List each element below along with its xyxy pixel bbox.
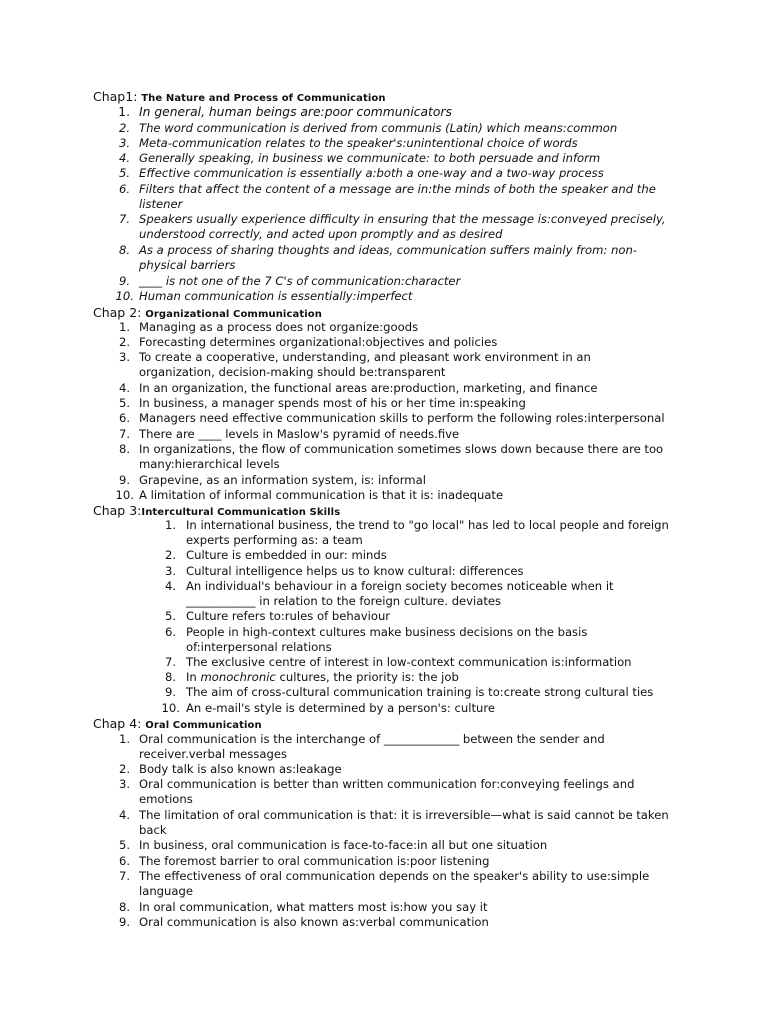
item-number: 2. — [118, 762, 130, 776]
item-text: Oral communication is also known as:verbal communication — [139, 915, 489, 929]
chapter-label: Chap1: — [93, 89, 138, 104]
item-number: 3. — [118, 136, 130, 150]
item-text-pre: In — [186, 670, 201, 684]
chapter-label: Chap 4: — [93, 716, 142, 731]
item-text: In general, human beings are:poor communicators — [139, 105, 452, 119]
chapter-label: Chap 3: — [93, 503, 142, 518]
item-number: 3. — [164, 564, 176, 578]
item-text: Managers need effective communication skills to perform the following roles:interpersonal — [139, 411, 665, 425]
item-number: 4. — [164, 579, 176, 593]
item-text: The aim of cross-cultural communication training is to:create strong cultural ties — [186, 685, 654, 699]
item-text: The effectiveness of oral communication depends on the speaker's ability to use:simple language — [139, 869, 650, 899]
item-text: People in high-context cultures make business decisions on the basis of:interpersonal relations — [186, 625, 588, 655]
item-number: 5. — [164, 609, 176, 623]
item-text: Generally speaking, in business we communicate: to both persuade and inform — [139, 151, 601, 165]
item-number: 1. — [118, 732, 130, 746]
item-text: Oral communication is better than written communication for:conveying feelings and emotions — [139, 777, 635, 807]
item-number: 10. — [161, 701, 180, 715]
item-text: Culture refers to:rules of behaviour — [186, 609, 391, 623]
item-text — [186, 670, 681, 685]
item-number: 1. — [164, 518, 176, 532]
item-number: 2. — [118, 121, 130, 135]
item-text-emphasis: monochronic — [200, 670, 276, 684]
item-number: 8. — [164, 670, 176, 684]
item-number: 6. — [164, 625, 176, 639]
item-text: Managing as a process does not organize:goods — [139, 320, 419, 334]
item-number: 7. — [164, 655, 176, 669]
chapter-title: Oral Communication — [145, 720, 262, 731]
item-text: Body talk is also known as:leakage — [139, 762, 342, 776]
item-text: Speakers usually experience difficulty in ensuring that the message is:conveyed precisely, understood correctly, and acted upon promptly and as desired — [139, 212, 666, 242]
item-number: 6. — [118, 411, 130, 425]
item-text: Effective communication is essentially a:both a one-way and a two-way process — [139, 166, 604, 180]
item-number: 6. — [118, 182, 130, 196]
item-number: 4. — [118, 381, 130, 395]
item-number: 9. — [118, 274, 130, 288]
item-text: Oral communication is the interchange of _____________ between the sender and receiver.verbal messages — [139, 732, 605, 762]
item-text: An e-mail's style is determined by a person's: culture — [186, 701, 495, 715]
item-text: There are ____ levels in Maslow's pyramid of needs.five — [139, 427, 460, 441]
item-text: In oral communication, what matters most is:how you say it — [139, 900, 488, 914]
item-number: 9. — [118, 915, 130, 929]
item-number: 4. — [118, 151, 130, 165]
item-number: 10. — [115, 488, 134, 502]
item-number: 5. — [118, 166, 130, 180]
item-text: In international business, the trend to "go local" has led to local people and foreign experts performing as: a team — [186, 518, 669, 548]
item-text: Forecasting determines organizational:objectives and policies — [139, 335, 498, 349]
item-number: 8. — [118, 243, 130, 257]
item-number: 7. — [118, 212, 130, 226]
item-text: The foremost barrier to oral communication is:poor listening — [139, 854, 490, 868]
item-number: 8. — [118, 442, 130, 456]
item-text: Cultural intelligence helps us to know cultural: differences — [186, 564, 524, 578]
item-number: 9. — [164, 685, 176, 699]
item-text: Grapevine, as an information system, is: informal — [139, 473, 426, 487]
item-number: 7. — [118, 427, 130, 441]
chapter-label: Chap 2: — [93, 305, 142, 320]
item-text: As a process of sharing thoughts and ideas, communication suffers mainly from: non-physical barriers — [139, 243, 637, 273]
item-text: ____ is not one of the 7 C's of communication:character — [139, 274, 461, 288]
item-number: 2. — [164, 548, 176, 562]
item-number: 1. — [118, 320, 130, 334]
chapter-title: Intercultural Communication Skills — [141, 507, 341, 518]
item-text: In business, a manager spends most of his or her time in:speaking — [139, 396, 526, 410]
item-number: 5. — [118, 838, 130, 852]
chapter-title: Organizational Communication — [145, 309, 322, 320]
item-text: A limitation of informal communication is that it is: inadequate — [139, 488, 504, 502]
item-text: An individual's behaviour in a foreign society becomes noticeable when it ____________ in relation to the foreign culture. deviates — [186, 579, 614, 609]
item-number: 2. — [118, 335, 130, 349]
item-text: The word communication is derived from communis (Latin) which means:common — [139, 121, 618, 135]
item-number: 4. — [118, 808, 130, 822]
item-text: Human communication is essentially:imperfect — [139, 289, 413, 303]
item-text-rest: cultures, the priority is: the job — [275, 670, 459, 684]
item-text: The exclusive centre of interest in low-context communication is:information — [186, 655, 632, 669]
item-text: Meta-communication relates to the speaker's:unintentional choice of words — [139, 136, 578, 150]
chapter-title: The Nature and Process of Communication — [141, 93, 386, 104]
item-text: In business, oral communication is face-to-face:in all but one situation — [139, 838, 548, 852]
item-text: In organizations, the flow of communication sometimes slows down because there are too many:hierarchical levels — [139, 442, 664, 472]
item-number: 3. — [118, 777, 130, 791]
item-text: In an organization, the functional areas are:production, marketing, and finance — [139, 381, 598, 395]
item-text: Filters that affect the content of a message are in:the minds of both the speaker and the listener — [139, 182, 656, 212]
item-number: 3. — [118, 350, 130, 364]
item-number: 6. — [118, 854, 130, 868]
chapter-1-heading — [93, 89, 386, 106]
item-text: The limitation of oral communication is that: it is irreversible—what is said cannot be taken back — [139, 808, 669, 838]
item-number: 1. — [118, 105, 130, 119]
item-number: 7. — [118, 869, 130, 883]
item-number: 5. — [118, 396, 130, 410]
chapter-4-heading — [93, 716, 262, 733]
item-text: To create a cooperative, understanding, and pleasant work environment in an organization, decision-making should be:transparent — [139, 350, 591, 380]
item-text: Culture is embedded in our: minds — [186, 548, 387, 562]
item-number: 9. — [118, 473, 130, 487]
item-number: 8. — [118, 900, 130, 914]
item-number: 10. — [115, 289, 134, 303]
